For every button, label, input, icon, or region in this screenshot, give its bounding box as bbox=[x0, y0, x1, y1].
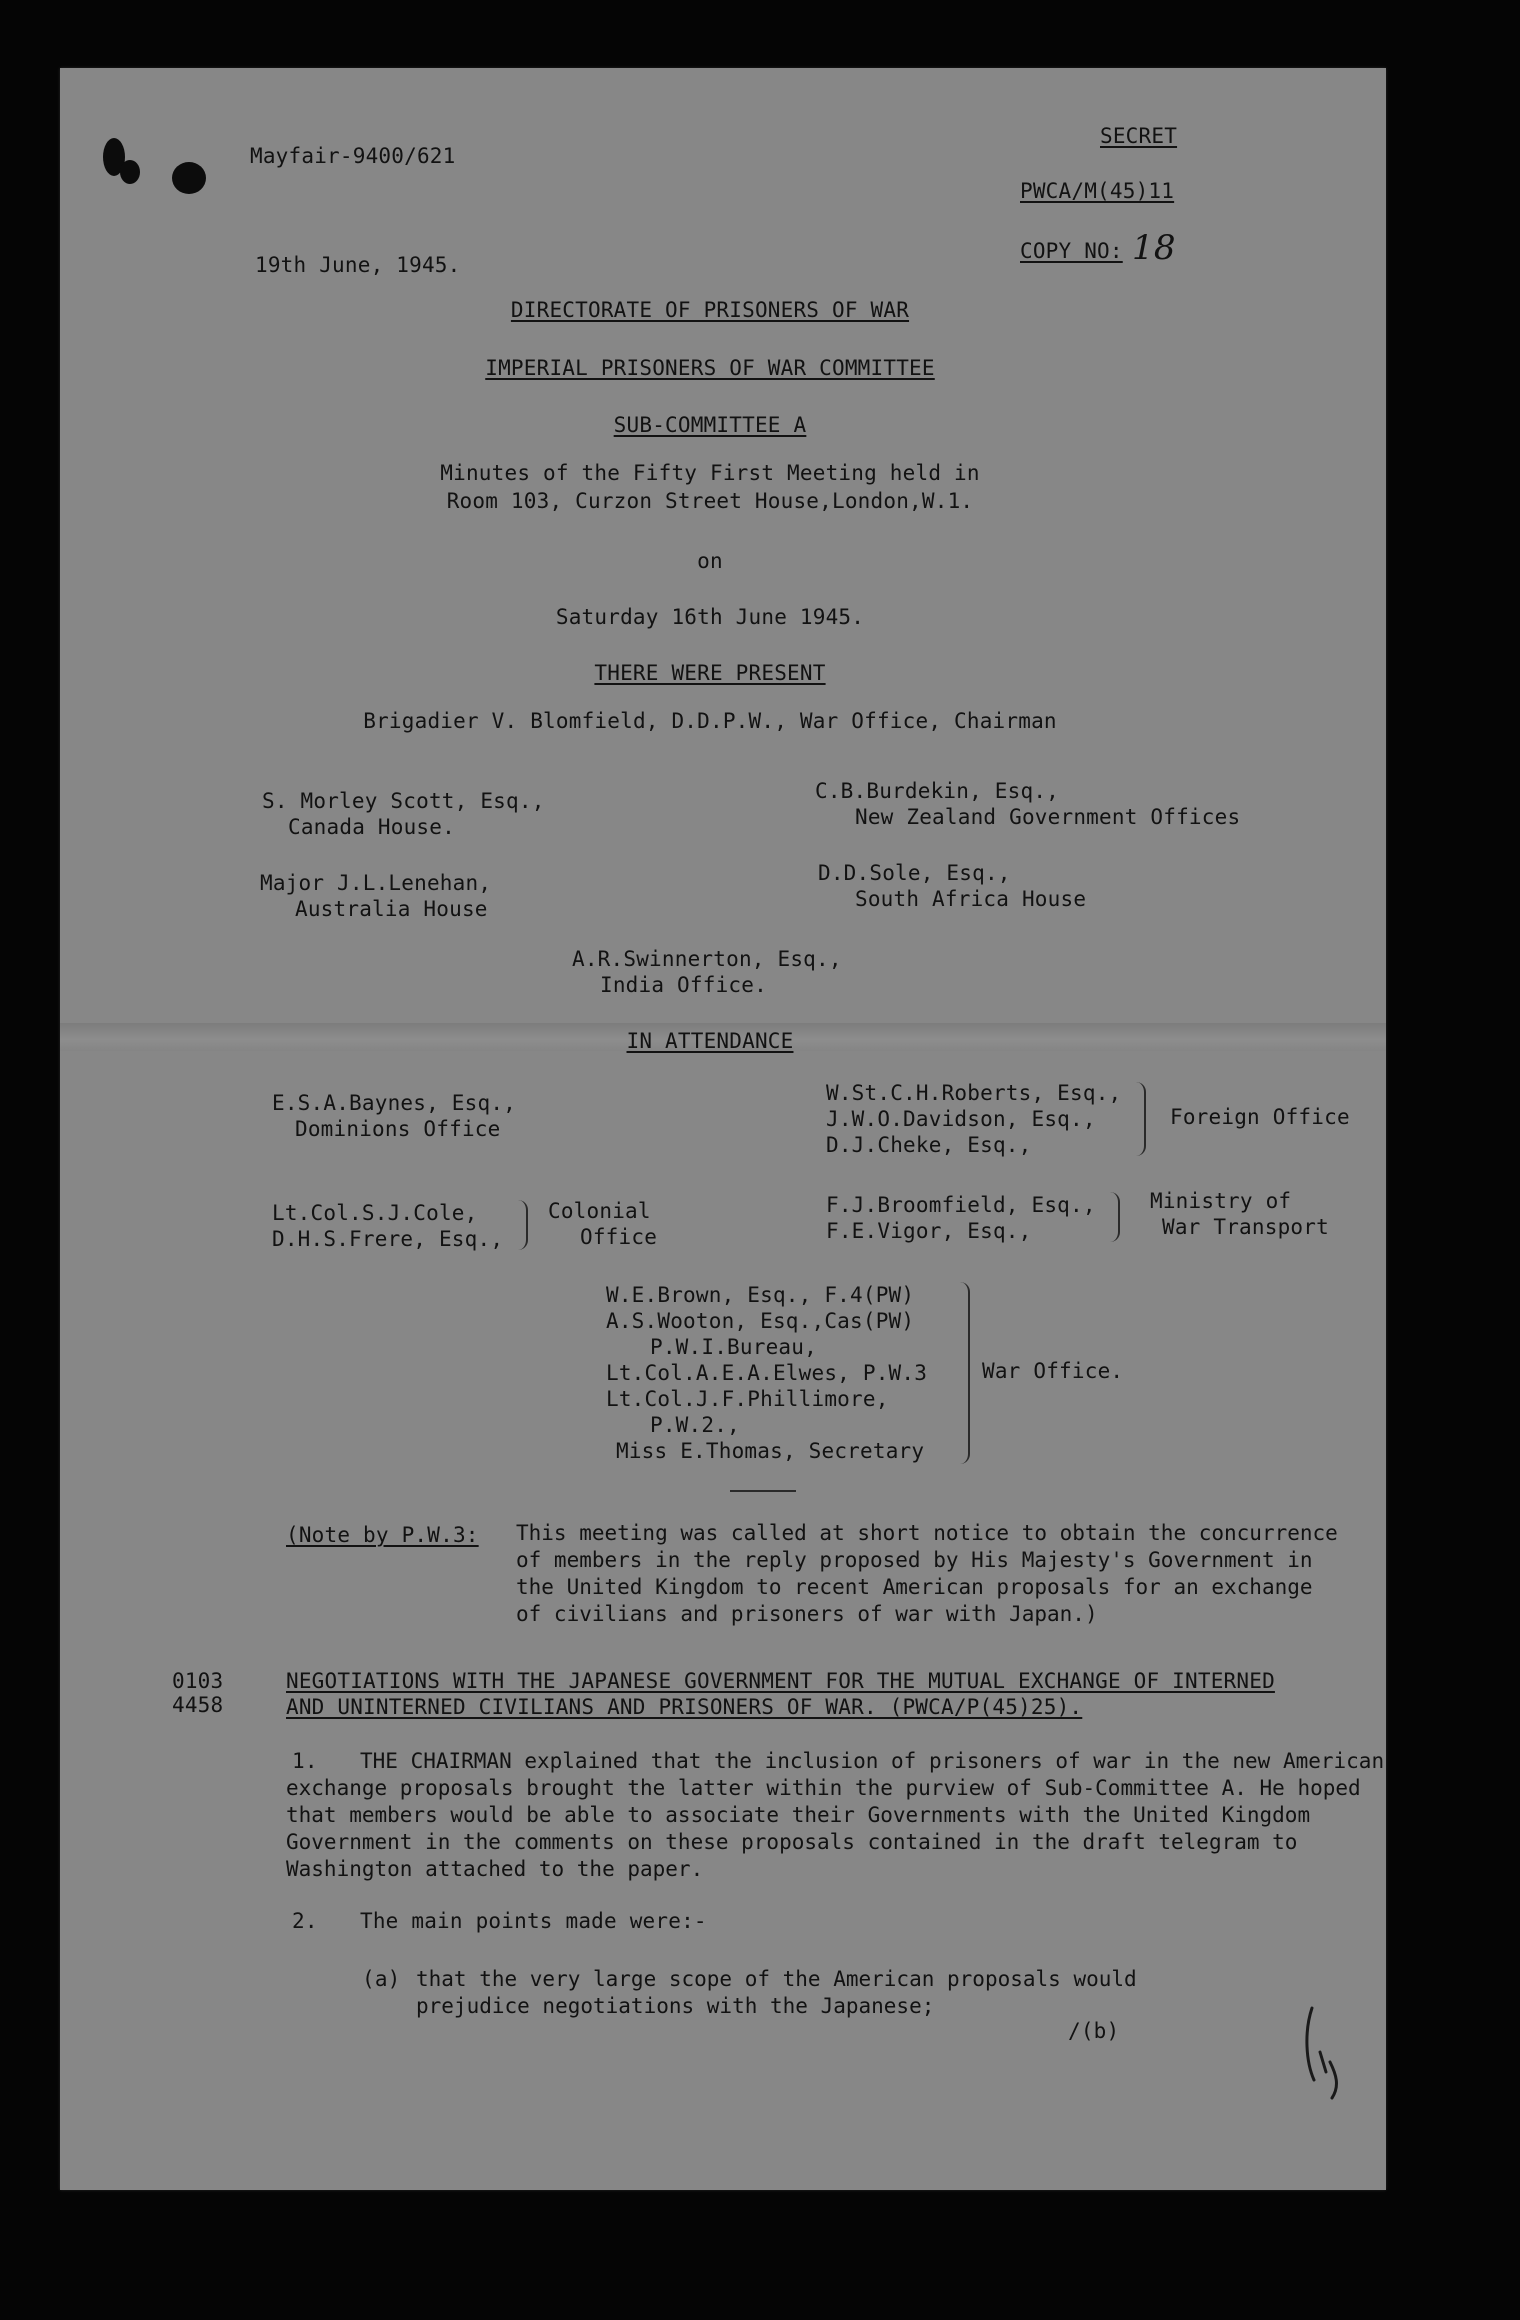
attendee-org: Foreign Office bbox=[1170, 1105, 1350, 1129]
member-name: A.R.Swinnerton, Esq., bbox=[572, 947, 842, 971]
attendee-name: F.E.Vigor, Esq., bbox=[826, 1219, 1032, 1243]
file-reference: PWCA/M(45)11 bbox=[1020, 179, 1175, 203]
subparagraph-label: (a) bbox=[362, 1967, 401, 1991]
ref-left: Mayfair-9400/621 bbox=[250, 144, 456, 168]
member-org: Canada House. bbox=[288, 815, 455, 839]
paragraph-number: 2. bbox=[292, 1909, 318, 1933]
meeting-line-2: Room 103, Curzon Street House,London,W.1. bbox=[446, 489, 974, 513]
attendee-name: W.E.Brown, Esq., F.4(PW) bbox=[606, 1283, 915, 1307]
attendee-name: D.J.Cheke, Esq., bbox=[826, 1133, 1032, 1157]
title-directorate: DIRECTORATE OF PRISONERS OF WAR bbox=[510, 298, 910, 322]
margin-reference: 0103 bbox=[172, 1669, 224, 1693]
margin-reference: 4458 bbox=[172, 1693, 224, 1717]
member-name: C.B.Burdekin, Esq., bbox=[815, 779, 1060, 803]
member-name: D.D.Sole, Esq., bbox=[818, 861, 1011, 885]
brace bbox=[1110, 1192, 1120, 1242]
attendee-name: Lt.Col.S.J.Cole, bbox=[272, 1201, 478, 1225]
attendance-heading: IN ATTENDANCE bbox=[626, 1029, 794, 1053]
attendee-name: A.S.Wooton, Esq.,Cas(PW) bbox=[606, 1309, 915, 1333]
note-label: (Note by P.W.3: bbox=[286, 1523, 479, 1547]
attendee-org: Office bbox=[580, 1225, 658, 1249]
item-heading: NEGOTIATIONS WITH THE JAPANESE GOVERNMENT FOR THE MUTUAL EXCHANGE OF INTERNED bbox=[286, 1669, 1275, 1693]
attendee-name: J.W.O.Davidson, Esq., bbox=[826, 1107, 1096, 1131]
attendee-name: W.St.C.H.Roberts, Esq., bbox=[826, 1081, 1122, 1105]
copy-number: 18 bbox=[1132, 228, 1176, 268]
attendee-name: P.W.2., bbox=[650, 1413, 740, 1437]
title-subcommittee: SUB-COMMITTEE A bbox=[613, 413, 807, 437]
ink-stain bbox=[120, 160, 140, 184]
attendee-org: Dominions Office bbox=[295, 1117, 501, 1141]
attendee-org: War Office. bbox=[982, 1359, 1124, 1383]
paragraph-1: THE CHAIRMAN explained that the inclusion of prisoners of war in the new American exchange proposals brought the latter within the purview of Sub-Committee A. He hoped that members would be able to associate their Governments with the United Kingdom Government in the comments on these proposals contained in the draft telegram to Washington attached to the paper. bbox=[286, 1749, 1385, 1881]
brace bbox=[1136, 1082, 1146, 1156]
paragraph-2: The main points made were:- bbox=[360, 1909, 707, 1933]
attendee-org: Ministry of bbox=[1150, 1189, 1292, 1213]
paragraph-number: 1. bbox=[292, 1749, 318, 1773]
separator bbox=[730, 1490, 796, 1492]
member-org: South Africa House bbox=[855, 887, 1087, 911]
attendee-name: Lt.Col.A.E.A.Elwes, P.W.3 bbox=[606, 1361, 928, 1385]
member-org: India Office. bbox=[600, 973, 767, 997]
subparagraph-a: that the very large scope of the American proposals would prejudice negotiations with the Japanese; bbox=[416, 1967, 1137, 2018]
attendee-name: E.S.A.Baynes, Esq., bbox=[272, 1091, 517, 1115]
attendee-name: Miss E.Thomas, Secretary bbox=[616, 1439, 925, 1463]
brace bbox=[960, 1282, 970, 1464]
attendee-name: F.J.Broomfield, Esq., bbox=[826, 1193, 1096, 1217]
attendee-name: Lt.Col.J.F.Phillimore, bbox=[606, 1387, 889, 1411]
document-date: 19th June, 1945. bbox=[255, 253, 461, 277]
ink-stain bbox=[172, 162, 206, 194]
attendee-name: D.H.S.Frere, Esq., bbox=[272, 1227, 504, 1251]
attendee-name: P.W.I.Bureau, bbox=[650, 1335, 817, 1359]
member-name: Major J.L.Lenehan, bbox=[260, 871, 492, 895]
note-text: This meeting was called at short notice to obtain the concurrence of members in the reply proposed by His Majesty's Government in the United Kingdom to recent American proposals for an exchange of civilians and prisoners of war with Japan.) bbox=[516, 1521, 1338, 1626]
attendee-org: War Transport bbox=[1162, 1215, 1329, 1239]
meeting-on: on bbox=[697, 549, 723, 573]
classification: SECRET bbox=[1100, 124, 1178, 148]
chairman: Brigadier V. Blomfield, D.D.P.W., War Office, Chairman bbox=[363, 709, 1057, 733]
member-name: S. Morley Scott, Esq., bbox=[262, 789, 545, 813]
member-org: Australia House bbox=[295, 897, 488, 921]
continuation-marker: /(b) bbox=[1068, 2019, 1120, 2043]
attendee-org: Colonial bbox=[548, 1199, 651, 1223]
meeting-date: Saturday 16th June 1945. bbox=[555, 605, 865, 629]
copy-label: COPY NO: bbox=[1020, 239, 1123, 263]
brace bbox=[518, 1200, 528, 1250]
document-page bbox=[60, 68, 1386, 2190]
title-committee: IMPERIAL PRISONERS OF WAR COMMITTEE bbox=[485, 356, 935, 380]
handwritten-mark bbox=[1300, 2002, 1360, 2102]
item-heading: AND UNINTERNED CIVILIANS AND PRISONERS OF WAR. (PWCA/P(45)25). bbox=[286, 1695, 1083, 1719]
present-heading: THERE WERE PRESENT bbox=[594, 661, 826, 685]
meeting-line-1: Minutes of the Fifty First Meeting held in bbox=[440, 461, 980, 485]
member-org: New Zealand Government Offices bbox=[855, 805, 1241, 829]
